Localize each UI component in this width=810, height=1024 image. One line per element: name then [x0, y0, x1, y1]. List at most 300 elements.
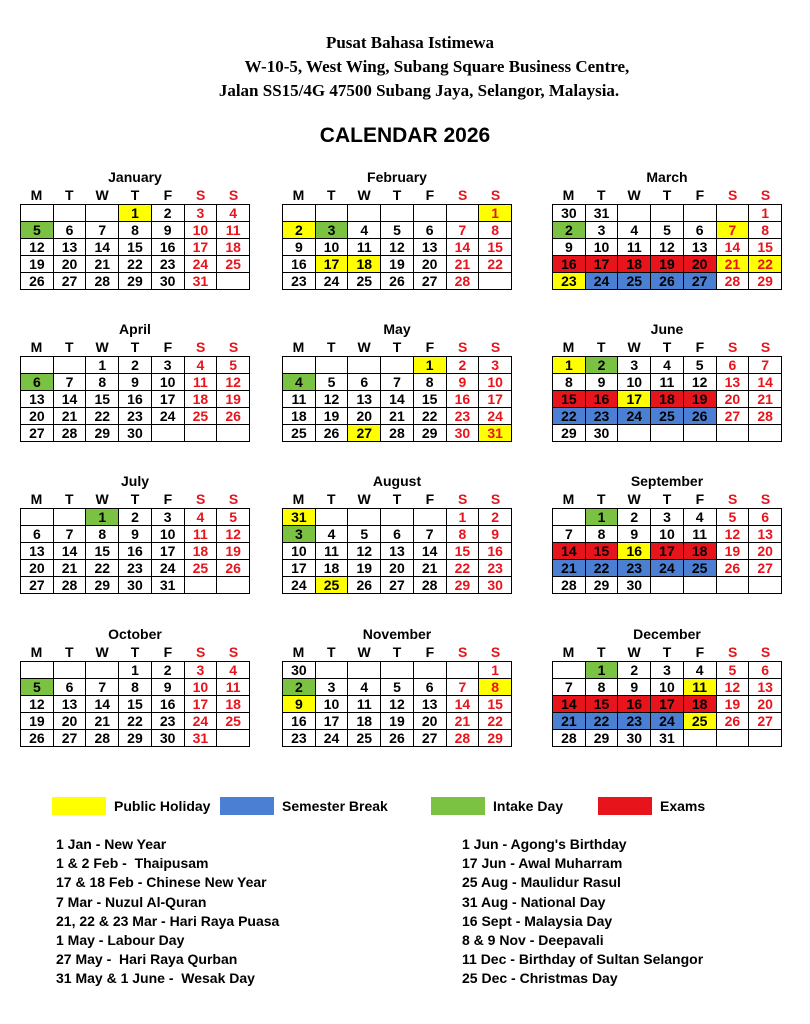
day-cell: 7 — [53, 526, 86, 543]
day-cell — [553, 509, 586, 526]
week-row — [21, 391, 250, 408]
weekday-header — [282, 186, 512, 204]
day-cell: 29 — [553, 425, 586, 442]
day-cell: 8 — [479, 679, 512, 696]
weekday-header — [552, 186, 782, 204]
day-cell: 6 — [21, 526, 54, 543]
weekday-label: W — [95, 187, 109, 203]
exams-swatch — [598, 797, 652, 815]
day-cell — [283, 357, 316, 374]
week-row — [283, 526, 512, 543]
week-row — [21, 543, 250, 560]
day-cell: 14 — [553, 543, 586, 560]
weekday-label: T — [130, 187, 140, 203]
day-cell: 8 — [585, 526, 618, 543]
day-cell: 25 — [683, 560, 716, 577]
day-cell: 18 — [217, 696, 250, 713]
weekday-label: F — [163, 644, 173, 660]
day-cell: 27 — [716, 408, 749, 425]
week-row — [553, 577, 782, 594]
day-cell: 11 — [184, 374, 217, 391]
day-cell: 2 — [151, 662, 184, 679]
day-cell: 27 — [53, 730, 86, 747]
day-cell: 3 — [151, 357, 184, 374]
institution-name: Pusat Bahasa Istimewa — [325, 33, 495, 52]
day-cell: 24 — [315, 273, 348, 290]
day-cell: 30 — [479, 577, 512, 594]
day-cell: 8 — [413, 374, 446, 391]
day-cell: 13 — [716, 374, 749, 391]
weekday-label: S — [196, 339, 206, 355]
day-cell: 13 — [381, 543, 414, 560]
legend-label: Exams — [660, 798, 706, 814]
day-cell: 22 — [585, 560, 618, 577]
day-cell — [413, 509, 446, 526]
day-cell: 17 — [651, 543, 684, 560]
week-row — [553, 662, 782, 679]
weekday-label: M — [292, 187, 305, 203]
weekday-label: S — [196, 491, 206, 507]
day-cell: 8 — [86, 374, 119, 391]
weekday-label: T — [596, 644, 606, 660]
weekday-label: T — [64, 491, 74, 507]
day-cell: 10 — [283, 543, 316, 560]
day-cell: 4 — [348, 222, 381, 239]
week-row — [283, 713, 512, 730]
day-cell: 21 — [749, 391, 782, 408]
legend-label: Intake Day — [493, 798, 564, 814]
weekday-label: T — [64, 644, 74, 660]
weekday-label: S — [760, 644, 771, 660]
day-cell: 27 — [749, 560, 782, 577]
day-cell: 14 — [413, 543, 446, 560]
legend-label: Semester Break — [282, 798, 388, 814]
day-cell: 25 — [315, 577, 348, 594]
day-cell — [446, 662, 479, 679]
day-cell: 16 — [585, 391, 618, 408]
day-cell — [651, 205, 684, 222]
month-september — [552, 472, 782, 594]
day-cell: 18 — [315, 560, 348, 577]
weekday-header — [552, 338, 782, 356]
day-cell — [21, 509, 54, 526]
day-cell: 13 — [53, 239, 86, 256]
day-cell: 4 — [184, 509, 217, 526]
day-cell: 28 — [381, 425, 414, 442]
holiday-entry: 21, 22 & 23 Mar - Hari Raya Puasa — [56, 912, 280, 929]
weekday-header — [282, 643, 512, 661]
day-cell: 11 — [683, 679, 716, 696]
day-cell: 24 — [651, 560, 684, 577]
weekday-label: T — [326, 491, 336, 507]
day-cell: 12 — [21, 239, 54, 256]
weekday-label: S — [196, 644, 206, 660]
day-cell: 21 — [553, 713, 586, 730]
weekday-label: T — [596, 491, 606, 507]
day-cell: 23 — [283, 730, 316, 747]
day-cell: 12 — [217, 526, 250, 543]
weekday-label: S — [490, 339, 501, 355]
day-cell: 20 — [749, 696, 782, 713]
day-cell: 26 — [217, 408, 250, 425]
day-cell: 16 — [119, 391, 152, 408]
day-cell: 6 — [749, 662, 782, 679]
day-cell: 7 — [86, 679, 119, 696]
weekday-label: S — [228, 339, 239, 355]
day-cell: 23 — [479, 560, 512, 577]
day-cell — [749, 730, 782, 747]
weekday-label: M — [292, 491, 305, 507]
day-cell: 3 — [151, 509, 184, 526]
day-cell: 7 — [749, 357, 782, 374]
day-cell: 24 — [151, 560, 184, 577]
weekday-label: F — [425, 491, 435, 507]
day-cell: 14 — [381, 391, 414, 408]
day-cell: 9 — [283, 696, 316, 713]
day-cell: 4 — [651, 357, 684, 374]
day-cell: 1 — [553, 357, 586, 374]
day-cell: 7 — [716, 222, 749, 239]
week-row — [553, 256, 782, 273]
day-cell: 22 — [86, 408, 119, 425]
day-cell: 13 — [21, 543, 54, 560]
day-cell: 1 — [479, 662, 512, 679]
day-cell: 22 — [553, 408, 586, 425]
day-cell: 8 — [479, 222, 512, 239]
day-cell: 1 — [119, 662, 152, 679]
weekday-label: M — [30, 644, 43, 660]
day-cell: 13 — [413, 696, 446, 713]
day-cell: 3 — [585, 222, 618, 239]
day-cell: 24 — [479, 408, 512, 425]
day-cell: 27 — [53, 273, 86, 290]
holiday-entry: 31 Aug - National Day — [462, 893, 606, 910]
day-cell: 20 — [53, 713, 86, 730]
day-cell — [348, 205, 381, 222]
day-cell: 20 — [21, 408, 54, 425]
day-cell: 5 — [683, 357, 716, 374]
day-cell: 18 — [348, 256, 381, 273]
day-cell: 21 — [381, 408, 414, 425]
day-cell: 18 — [217, 239, 250, 256]
day-cell: 17 — [315, 256, 348, 273]
day-cell: 26 — [381, 273, 414, 290]
month-name: July — [120, 473, 149, 489]
week-row — [283, 205, 512, 222]
week-row — [283, 730, 512, 747]
day-cell — [413, 205, 446, 222]
day-cell: 24 — [651, 713, 684, 730]
day-cell: 7 — [86, 222, 119, 239]
month-november — [282, 625, 512, 747]
weekday-label: S — [490, 644, 501, 660]
month-april — [20, 320, 250, 442]
day-cell: 22 — [479, 713, 512, 730]
day-cell: 26 — [683, 408, 716, 425]
weekday-label: W — [357, 187, 371, 203]
weekday-label: T — [392, 339, 402, 355]
day-cell: 28 — [749, 408, 782, 425]
day-cell: 29 — [585, 730, 618, 747]
day-cell: 10 — [315, 239, 348, 256]
day-cell: 2 — [585, 357, 618, 374]
weekday-label: T — [64, 187, 74, 203]
week-row — [283, 222, 512, 239]
day-cell: 22 — [119, 713, 152, 730]
day-cell — [86, 205, 119, 222]
day-cell: 6 — [413, 222, 446, 239]
day-cell: 3 — [315, 679, 348, 696]
day-cell: 17 — [151, 391, 184, 408]
day-cell: 17 — [618, 391, 651, 408]
day-cell: 14 — [53, 543, 86, 560]
weekday-label: M — [292, 339, 305, 355]
month-name: September — [630, 473, 704, 489]
day-cell: 29 — [119, 730, 152, 747]
week-row — [283, 560, 512, 577]
day-cell: 30 — [618, 577, 651, 594]
day-cell — [683, 205, 716, 222]
day-cell: 11 — [217, 222, 250, 239]
day-cell: 20 — [413, 256, 446, 273]
week-row — [21, 374, 250, 391]
holiday-entry: 8 & 9 Nov - Deepavali — [462, 932, 604, 949]
day-cell: 15 — [86, 391, 119, 408]
day-cell: 26 — [651, 273, 684, 290]
day-cell: 12 — [381, 239, 414, 256]
week-row — [283, 374, 512, 391]
week-row — [283, 357, 512, 374]
day-cell — [315, 205, 348, 222]
week-row — [283, 543, 512, 560]
day-cell: 6 — [413, 679, 446, 696]
day-cell: 24 — [184, 713, 217, 730]
day-cell: 11 — [315, 543, 348, 560]
day-cell: 29 — [446, 577, 479, 594]
weekday-label: T — [326, 644, 336, 660]
holiday-entry: 25 Dec - Christmas Day — [462, 970, 618, 987]
day-cell — [716, 730, 749, 747]
month-grid — [20, 204, 250, 290]
day-cell: 10 — [651, 679, 684, 696]
weekday-label: S — [458, 187, 468, 203]
week-row — [283, 696, 512, 713]
day-cell: 28 — [716, 273, 749, 290]
day-cell: 14 — [716, 239, 749, 256]
day-cell: 17 — [651, 696, 684, 713]
month-grid — [552, 356, 782, 442]
day-cell: 11 — [683, 526, 716, 543]
day-cell: 27 — [683, 273, 716, 290]
weekday-label: T — [596, 187, 606, 203]
week-row — [283, 256, 512, 273]
day-cell — [381, 357, 414, 374]
weekday-label: S — [728, 644, 738, 660]
day-cell: 7 — [553, 526, 586, 543]
day-cell: 3 — [184, 205, 217, 222]
holiday-entry: 7 Mar - Nuzul Al-Quran — [56, 893, 207, 910]
day-cell: 5 — [21, 679, 54, 696]
day-cell — [315, 357, 348, 374]
weekday-label: W — [627, 187, 641, 203]
day-cell: 18 — [283, 408, 316, 425]
legend-public-holiday — [52, 796, 210, 816]
day-cell: 15 — [119, 239, 152, 256]
day-cell: 24 — [618, 408, 651, 425]
weekday-label: F — [163, 187, 173, 203]
day-cell: 16 — [151, 239, 184, 256]
day-cell: 20 — [21, 560, 54, 577]
day-cell: 30 — [585, 425, 618, 442]
day-cell — [716, 205, 749, 222]
weekday-label: M — [30, 339, 43, 355]
day-cell: 20 — [381, 560, 414, 577]
weekday-label: S — [458, 339, 468, 355]
day-cell — [348, 662, 381, 679]
day-cell: 2 — [283, 679, 316, 696]
day-cell: 7 — [381, 374, 414, 391]
month-grid — [282, 661, 512, 747]
day-cell: 8 — [86, 526, 119, 543]
day-cell: 23 — [446, 408, 479, 425]
week-row — [553, 696, 782, 713]
weekday-header — [552, 490, 782, 508]
day-cell: 27 — [749, 713, 782, 730]
week-row — [283, 509, 512, 526]
day-cell: 10 — [151, 374, 184, 391]
day-cell: 13 — [749, 526, 782, 543]
day-cell: 9 — [119, 526, 152, 543]
day-cell: 30 — [151, 730, 184, 747]
holiday-entry: 1 Jun - Agong's Birthday — [462, 836, 627, 852]
day-cell: 25 — [651, 408, 684, 425]
weekday-label: W — [357, 491, 371, 507]
day-cell: 15 — [585, 543, 618, 560]
day-cell: 14 — [749, 374, 782, 391]
week-row — [553, 425, 782, 442]
weekday-label: W — [627, 339, 641, 355]
day-cell: 20 — [683, 256, 716, 273]
day-cell: 16 — [479, 543, 512, 560]
day-cell: 1 — [413, 357, 446, 374]
weekday-header — [20, 338, 250, 356]
day-cell: 5 — [315, 374, 348, 391]
day-cell — [413, 662, 446, 679]
day-cell: 21 — [553, 560, 586, 577]
day-cell: 17 — [151, 543, 184, 560]
week-row — [553, 543, 782, 560]
weekday-label: S — [760, 187, 771, 203]
weekday-label: W — [357, 644, 371, 660]
legend-exams — [598, 796, 705, 816]
month-march — [552, 168, 782, 290]
week-row — [21, 526, 250, 543]
day-cell: 15 — [479, 239, 512, 256]
day-cell: 24 — [184, 256, 217, 273]
day-cell: 16 — [446, 391, 479, 408]
day-cell: 23 — [283, 273, 316, 290]
weekday-label: W — [627, 644, 641, 660]
day-cell: 15 — [86, 543, 119, 560]
day-cell: 12 — [21, 696, 54, 713]
day-cell: 17 — [184, 696, 217, 713]
day-cell: 4 — [315, 526, 348, 543]
month-grid — [282, 356, 512, 442]
weekday-label: S — [490, 491, 501, 507]
day-cell: 5 — [381, 679, 414, 696]
day-cell: 6 — [53, 222, 86, 239]
holiday-entry: 1 May - Labour Day — [56, 932, 185, 949]
week-row — [21, 577, 250, 594]
intake-day-swatch — [431, 797, 485, 815]
month-grid — [552, 204, 782, 290]
month-name: December — [633, 626, 701, 642]
day-cell: 16 — [283, 256, 316, 273]
day-cell: 4 — [683, 509, 716, 526]
week-row — [283, 425, 512, 442]
week-row — [21, 222, 250, 239]
weekday-label: F — [695, 491, 705, 507]
day-cell: 22 — [119, 256, 152, 273]
weekday-label: F — [425, 187, 435, 203]
day-cell: 22 — [585, 713, 618, 730]
day-cell: 1 — [119, 205, 152, 222]
day-cell: 19 — [381, 713, 414, 730]
day-cell: 30 — [151, 273, 184, 290]
day-cell: 25 — [283, 425, 316, 442]
day-cell: 26 — [21, 273, 54, 290]
day-cell: 16 — [618, 543, 651, 560]
day-cell: 18 — [618, 256, 651, 273]
day-cell: 4 — [618, 222, 651, 239]
day-cell: 4 — [184, 357, 217, 374]
holiday-entry: 1 & 2 Feb - Thaipusam — [56, 855, 209, 872]
day-cell: 27 — [21, 577, 54, 594]
day-cell: 31 — [651, 730, 684, 747]
day-cell: 19 — [21, 256, 54, 273]
day-cell: 5 — [21, 222, 54, 239]
day-cell — [618, 205, 651, 222]
day-cell — [749, 425, 782, 442]
day-cell: 13 — [749, 679, 782, 696]
weekday-label: S — [490, 187, 501, 203]
day-cell: 5 — [716, 662, 749, 679]
day-cell: 3 — [651, 509, 684, 526]
weekday-label: T — [392, 644, 402, 660]
day-cell: 23 — [553, 273, 586, 290]
day-cell: 14 — [86, 239, 119, 256]
day-cell: 2 — [151, 205, 184, 222]
month-name: April — [119, 321, 151, 337]
day-cell — [315, 509, 348, 526]
day-cell: 31 — [283, 509, 316, 526]
day-cell: 21 — [53, 560, 86, 577]
day-cell: 25 — [217, 256, 250, 273]
day-cell: 31 — [151, 577, 184, 594]
day-cell: 29 — [119, 273, 152, 290]
day-cell: 23 — [618, 560, 651, 577]
month-june — [552, 320, 782, 442]
day-cell — [53, 509, 86, 526]
week-row — [283, 662, 512, 679]
day-cell: 20 — [716, 391, 749, 408]
day-cell: 10 — [479, 374, 512, 391]
day-cell: 15 — [479, 696, 512, 713]
day-cell: 8 — [119, 222, 152, 239]
weekday-label: S — [228, 491, 239, 507]
day-cell: 6 — [53, 679, 86, 696]
day-cell: 14 — [53, 391, 86, 408]
